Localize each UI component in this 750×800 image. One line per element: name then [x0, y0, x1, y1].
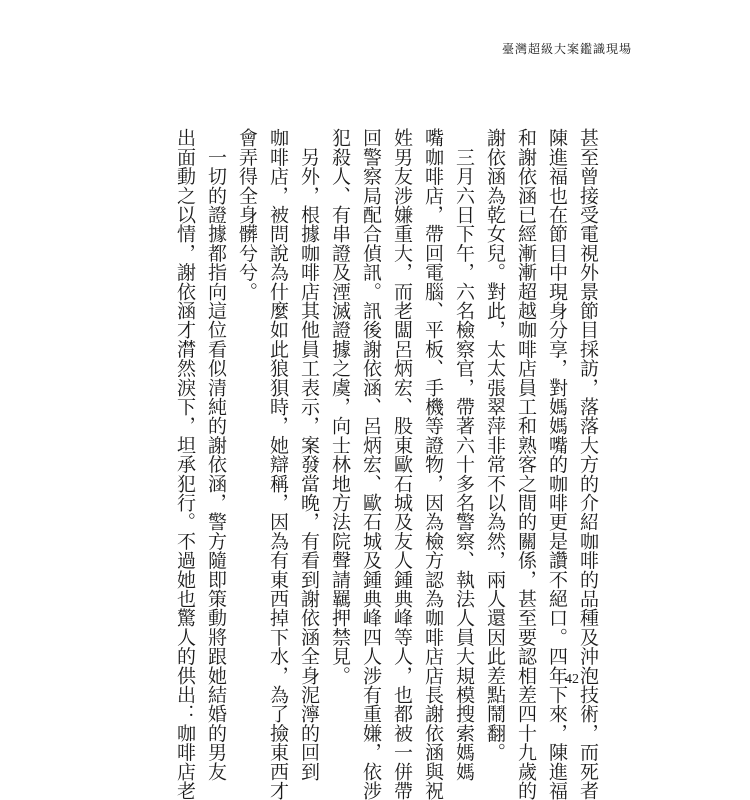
text-column: 犯殺人、有串證及湮滅證據之虞，向士林地方法院聲請羈押禁見。	[329, 128, 351, 685]
text-column: 另外，根據咖啡店其他員工表示，案發當晚，有看到謝依涵全身泥濘的回到	[298, 128, 320, 781]
text-column: 回警察局配合偵訊。訊後謝依涵、呂炳宏、歐石城及鍾典峰四人涉有重嫌，依涉	[360, 128, 382, 800]
text-column: 謝依涵為乾女兒。對此，太太張翠萍非常不以為然，兩人還因此差點鬧翻。	[484, 128, 506, 762]
text-column: 咖啡店，被問說為什麼如此狼狽時，她辯稱，因為有東西掉下水，為了撿東西才	[267, 128, 289, 800]
text-column: 甚至曾接受電視外景節目採訪，落落大方的介紹咖啡的品種及沖泡技術，而死者	[577, 128, 599, 800]
text-column: 陳進福也在節目中現身分享，對媽媽嘴的咖啡更是讚不絕口。四年下來，陳進福	[546, 128, 568, 800]
text-column: 姓男友涉嫌重大，而老闆呂炳宏、股東歐石城及友人鍾典峰等人，也都被一併帶	[391, 128, 413, 800]
text-column: 出面動之以情，謝依涵才潸然淚下，坦承犯行。不過她也驚人的供出：咖啡店老	[174, 128, 196, 800]
running-head: 臺灣超級大案鑑識現場	[501, 42, 632, 56]
text-column: 和謝依涵已經漸漸超越咖啡店員工和熟客之間的關係，甚至要認相差四十九歲的	[515, 128, 537, 800]
body-text	[168, 128, 600, 800]
text-column: 嘴咖啡店，帶回電腦、平板、手機等證物，因為檢方認為咖啡店店長謝依涵與祝	[422, 128, 444, 800]
text-column: 三月六日下午，六名檢察官，帶著六十多名警察、執法人員大規模搜索媽媽	[453, 128, 475, 781]
page-number: 42	[565, 672, 579, 687]
text-column: 會弄得全身髒兮兮。	[236, 128, 258, 301]
text-column: 一切的證據都指向這位看似清純的謝依涵，警方隨即策動將跟她結婚的男友	[205, 128, 227, 781]
